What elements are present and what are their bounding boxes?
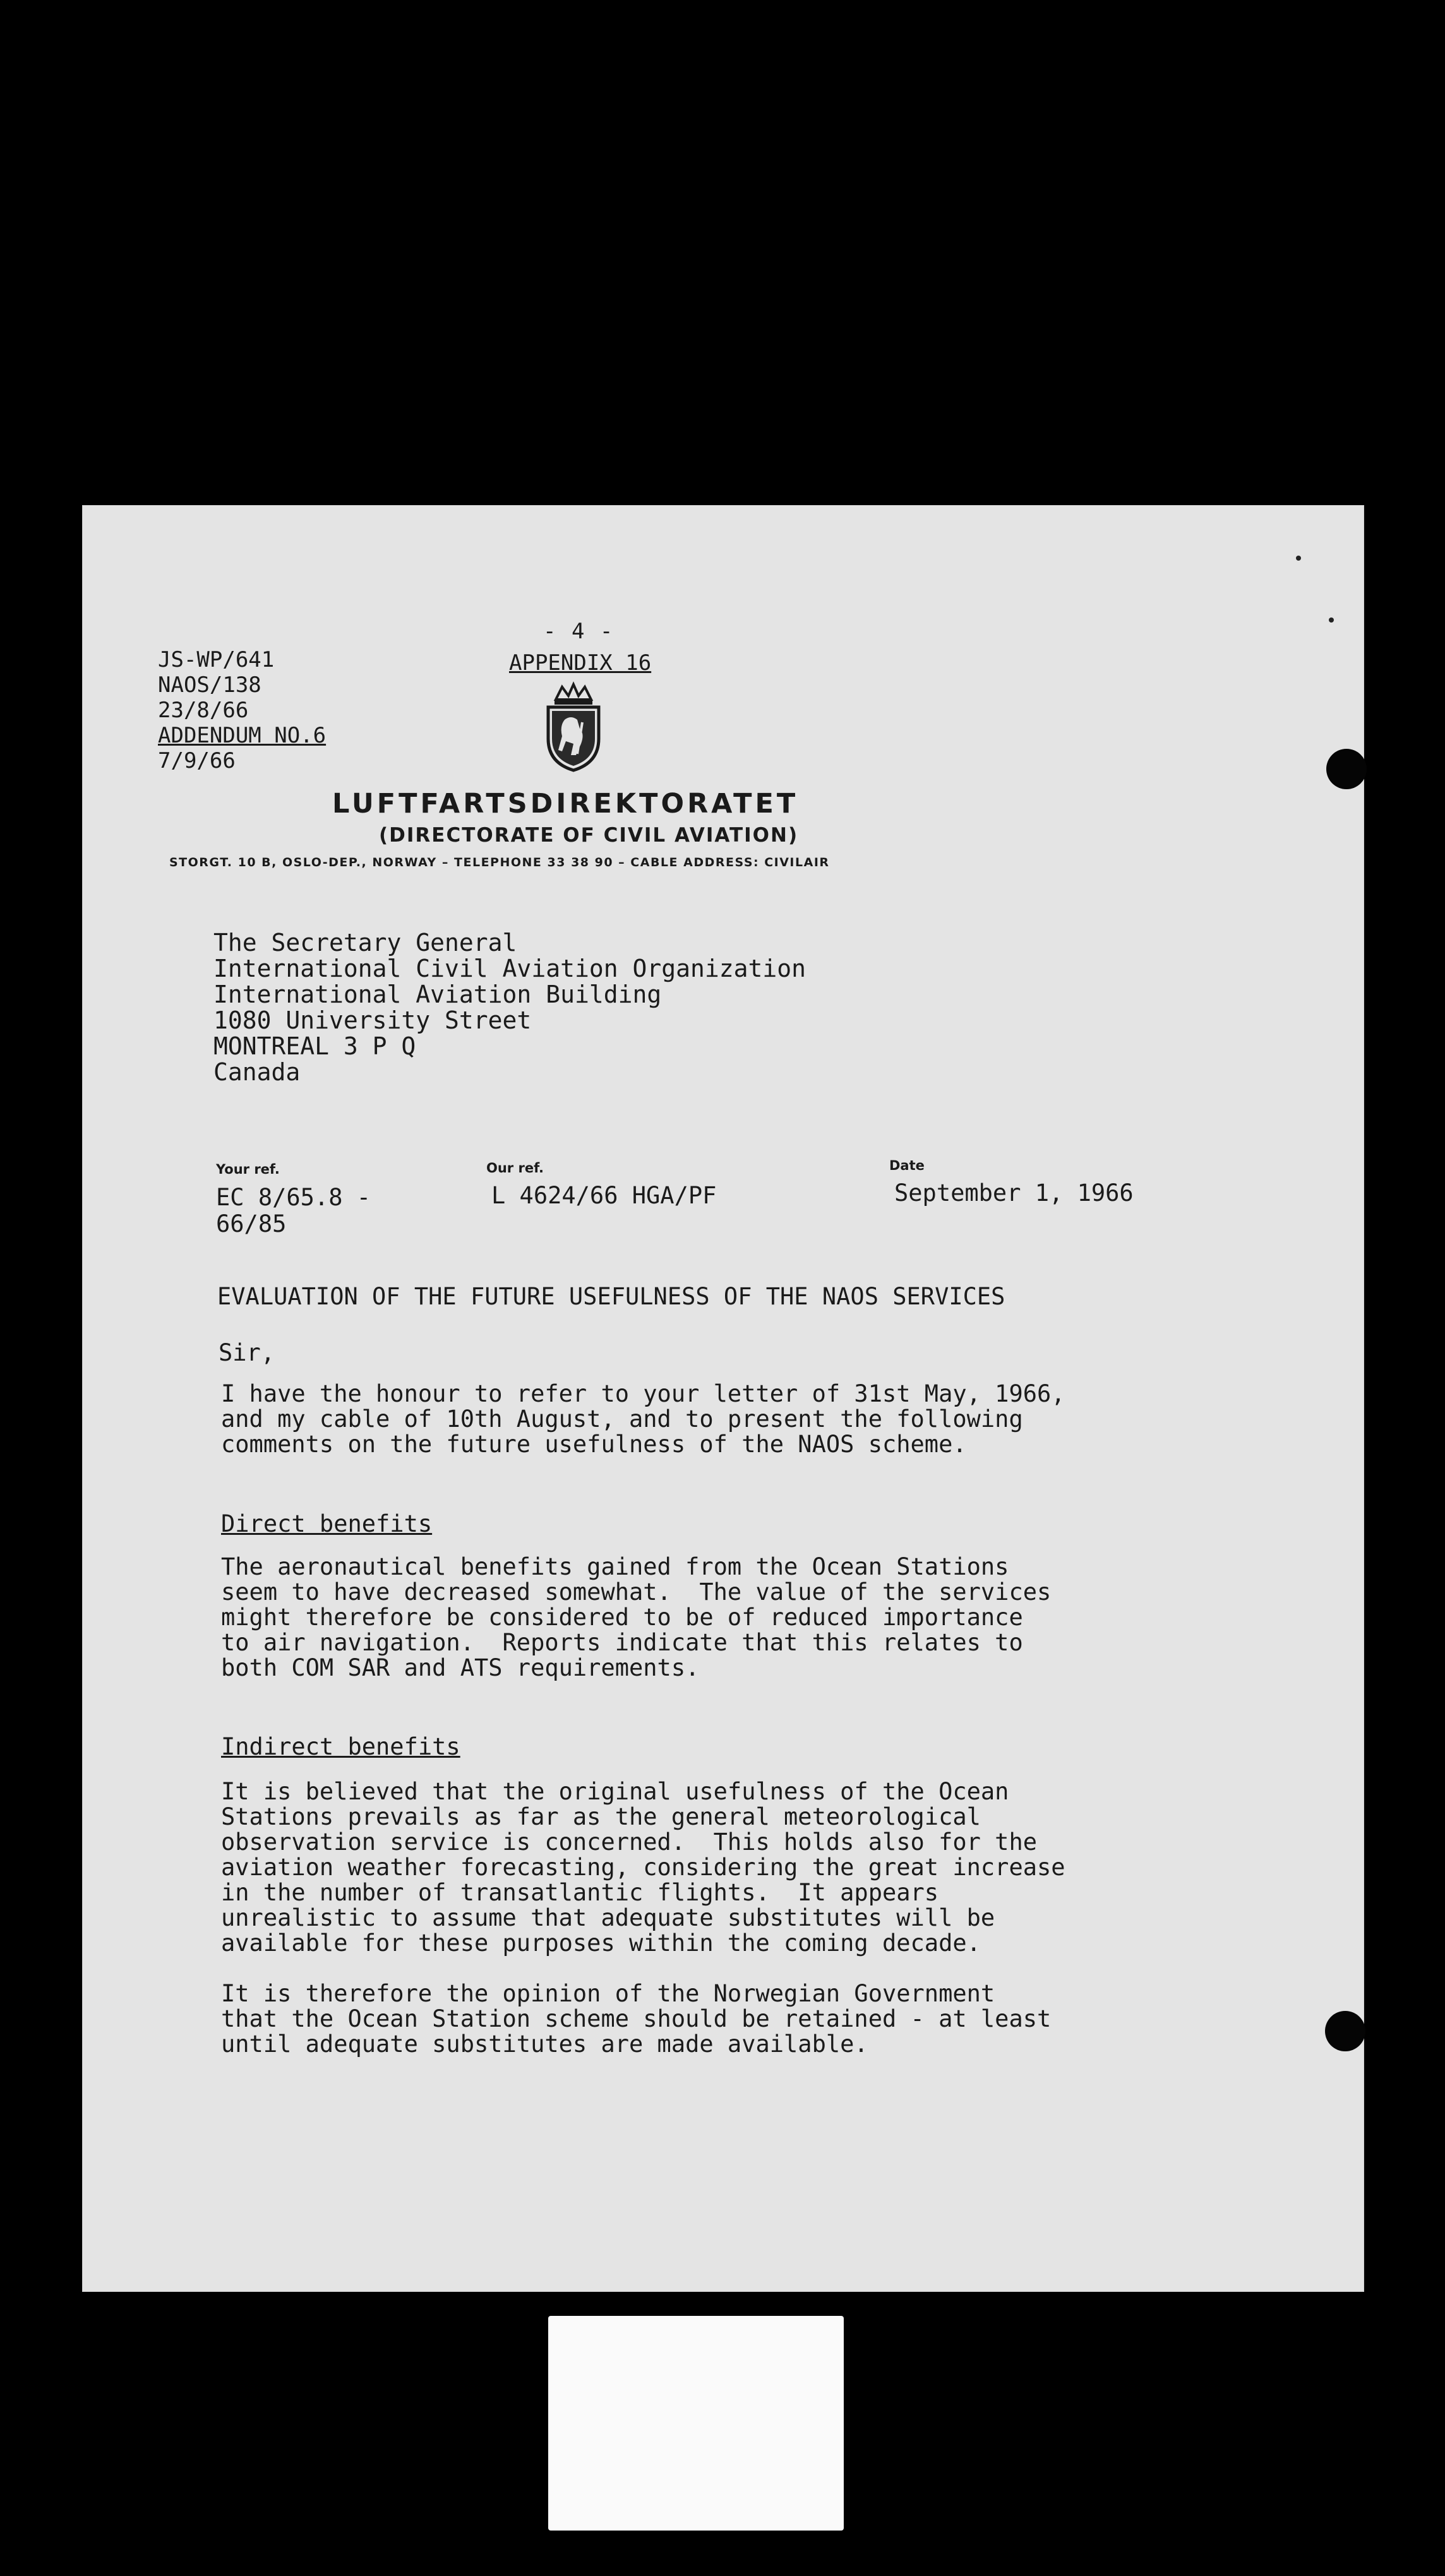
salutation: Sir, bbox=[219, 1339, 275, 1366]
document-reference-block bbox=[158, 647, 326, 773]
organization-subtitle: (DIRECTORATE OF CIVIL AVIATION) bbox=[379, 824, 799, 847]
addendum-line: ADDENDUM NO.6 bbox=[158, 723, 327, 748]
recipient-address bbox=[213, 930, 806, 1085]
recipient-line: The Secretary General bbox=[213, 929, 517, 957]
recipient-line: Canada bbox=[213, 1058, 301, 1086]
organization-name: LUFTFARTSDIREKTORATET bbox=[332, 788, 799, 820]
date-value: September 1, 1966 bbox=[894, 1179, 1134, 1207]
punch-hole-top bbox=[1326, 749, 1367, 789]
punch-hole-bottom bbox=[1325, 2011, 1365, 2051]
recipient-line: International Civil Aviation Organization bbox=[213, 955, 806, 982]
your-ref-label: Your ref. bbox=[216, 1162, 280, 1177]
page-mark bbox=[1296, 556, 1301, 561]
page-number: - 4 - bbox=[543, 619, 615, 644]
conclusion-paragraph: It is therefore the opinion of the Norwegian Government that the Ocean Station scheme should be retained - at least until adequate substitutes are made available. bbox=[221, 1980, 1052, 2058]
recipient-line: International Aviation Building bbox=[213, 981, 662, 1008]
recipient-line: 1080 University Street bbox=[213, 1006, 532, 1034]
page-mark bbox=[1329, 617, 1334, 623]
doc-ref-line: JS-WP/641 bbox=[158, 647, 275, 672]
direct-benefits-paragraph: The aeronautical benefits gained from the Ocean Stations seem to have decreased somewhat. The value of the services might therefore be considered to be of reduced importance to air navigation. Reports indicate that this relates to both COM SAR and ATS requirements. bbox=[221, 1553, 1052, 1681]
our-ref-value: L 4624/66 HGA/PF bbox=[491, 1182, 717, 1209]
doc-ref-line: 7/9/66 bbox=[158, 748, 236, 773]
recipient-line: MONTREAL 3 P Q bbox=[213, 1032, 416, 1060]
norwegian-coat-of-arms-icon bbox=[543, 681, 604, 773]
your-ref-value: EC 8/65.8 - 66/85 bbox=[216, 1184, 371, 1237]
letter-subject: EVALUATION OF THE FUTURE USEFULNESS OF THE NAOS SERVICES bbox=[217, 1283, 1005, 1310]
date-label: Date bbox=[889, 1158, 925, 1173]
direct-benefits-heading: Direct benefits bbox=[221, 1510, 433, 1537]
organization-address: STORGT. 10 B, OSLO-DEP., NORWAY – TELEPHONE 33 38 90 – CABLE ADDRESS: CIVILAIR bbox=[169, 856, 830, 869]
indirect-benefits-heading: Indirect benefits bbox=[221, 1733, 460, 1760]
appendix-label: APPENDIX 16 bbox=[509, 650, 652, 676]
our-ref-label: Our ref. bbox=[486, 1160, 544, 1176]
doc-ref-line: 23/8/66 bbox=[158, 698, 249, 723]
intro-paragraph: I have the honour to refer to your letter of 31st May, 1966, and my cable of 10th August, and to present the following comments on the future usefulness of the NAOS scheme. bbox=[221, 1380, 1065, 1458]
filing-slip bbox=[548, 2316, 844, 2531]
indirect-benefits-paragraph: It is believed that the original usefulness of the Ocean Stations prevails as far as the general meteorological observation service is concerned. This holds also for the aviation weather forecasting, considering the great increase in the number of transatlantic flights. It appears unrealistic to assume that adequate substitutes will be available for these purposes within the coming decade. bbox=[221, 1778, 1065, 1957]
doc-ref-line: NAOS/138 bbox=[158, 672, 261, 698]
